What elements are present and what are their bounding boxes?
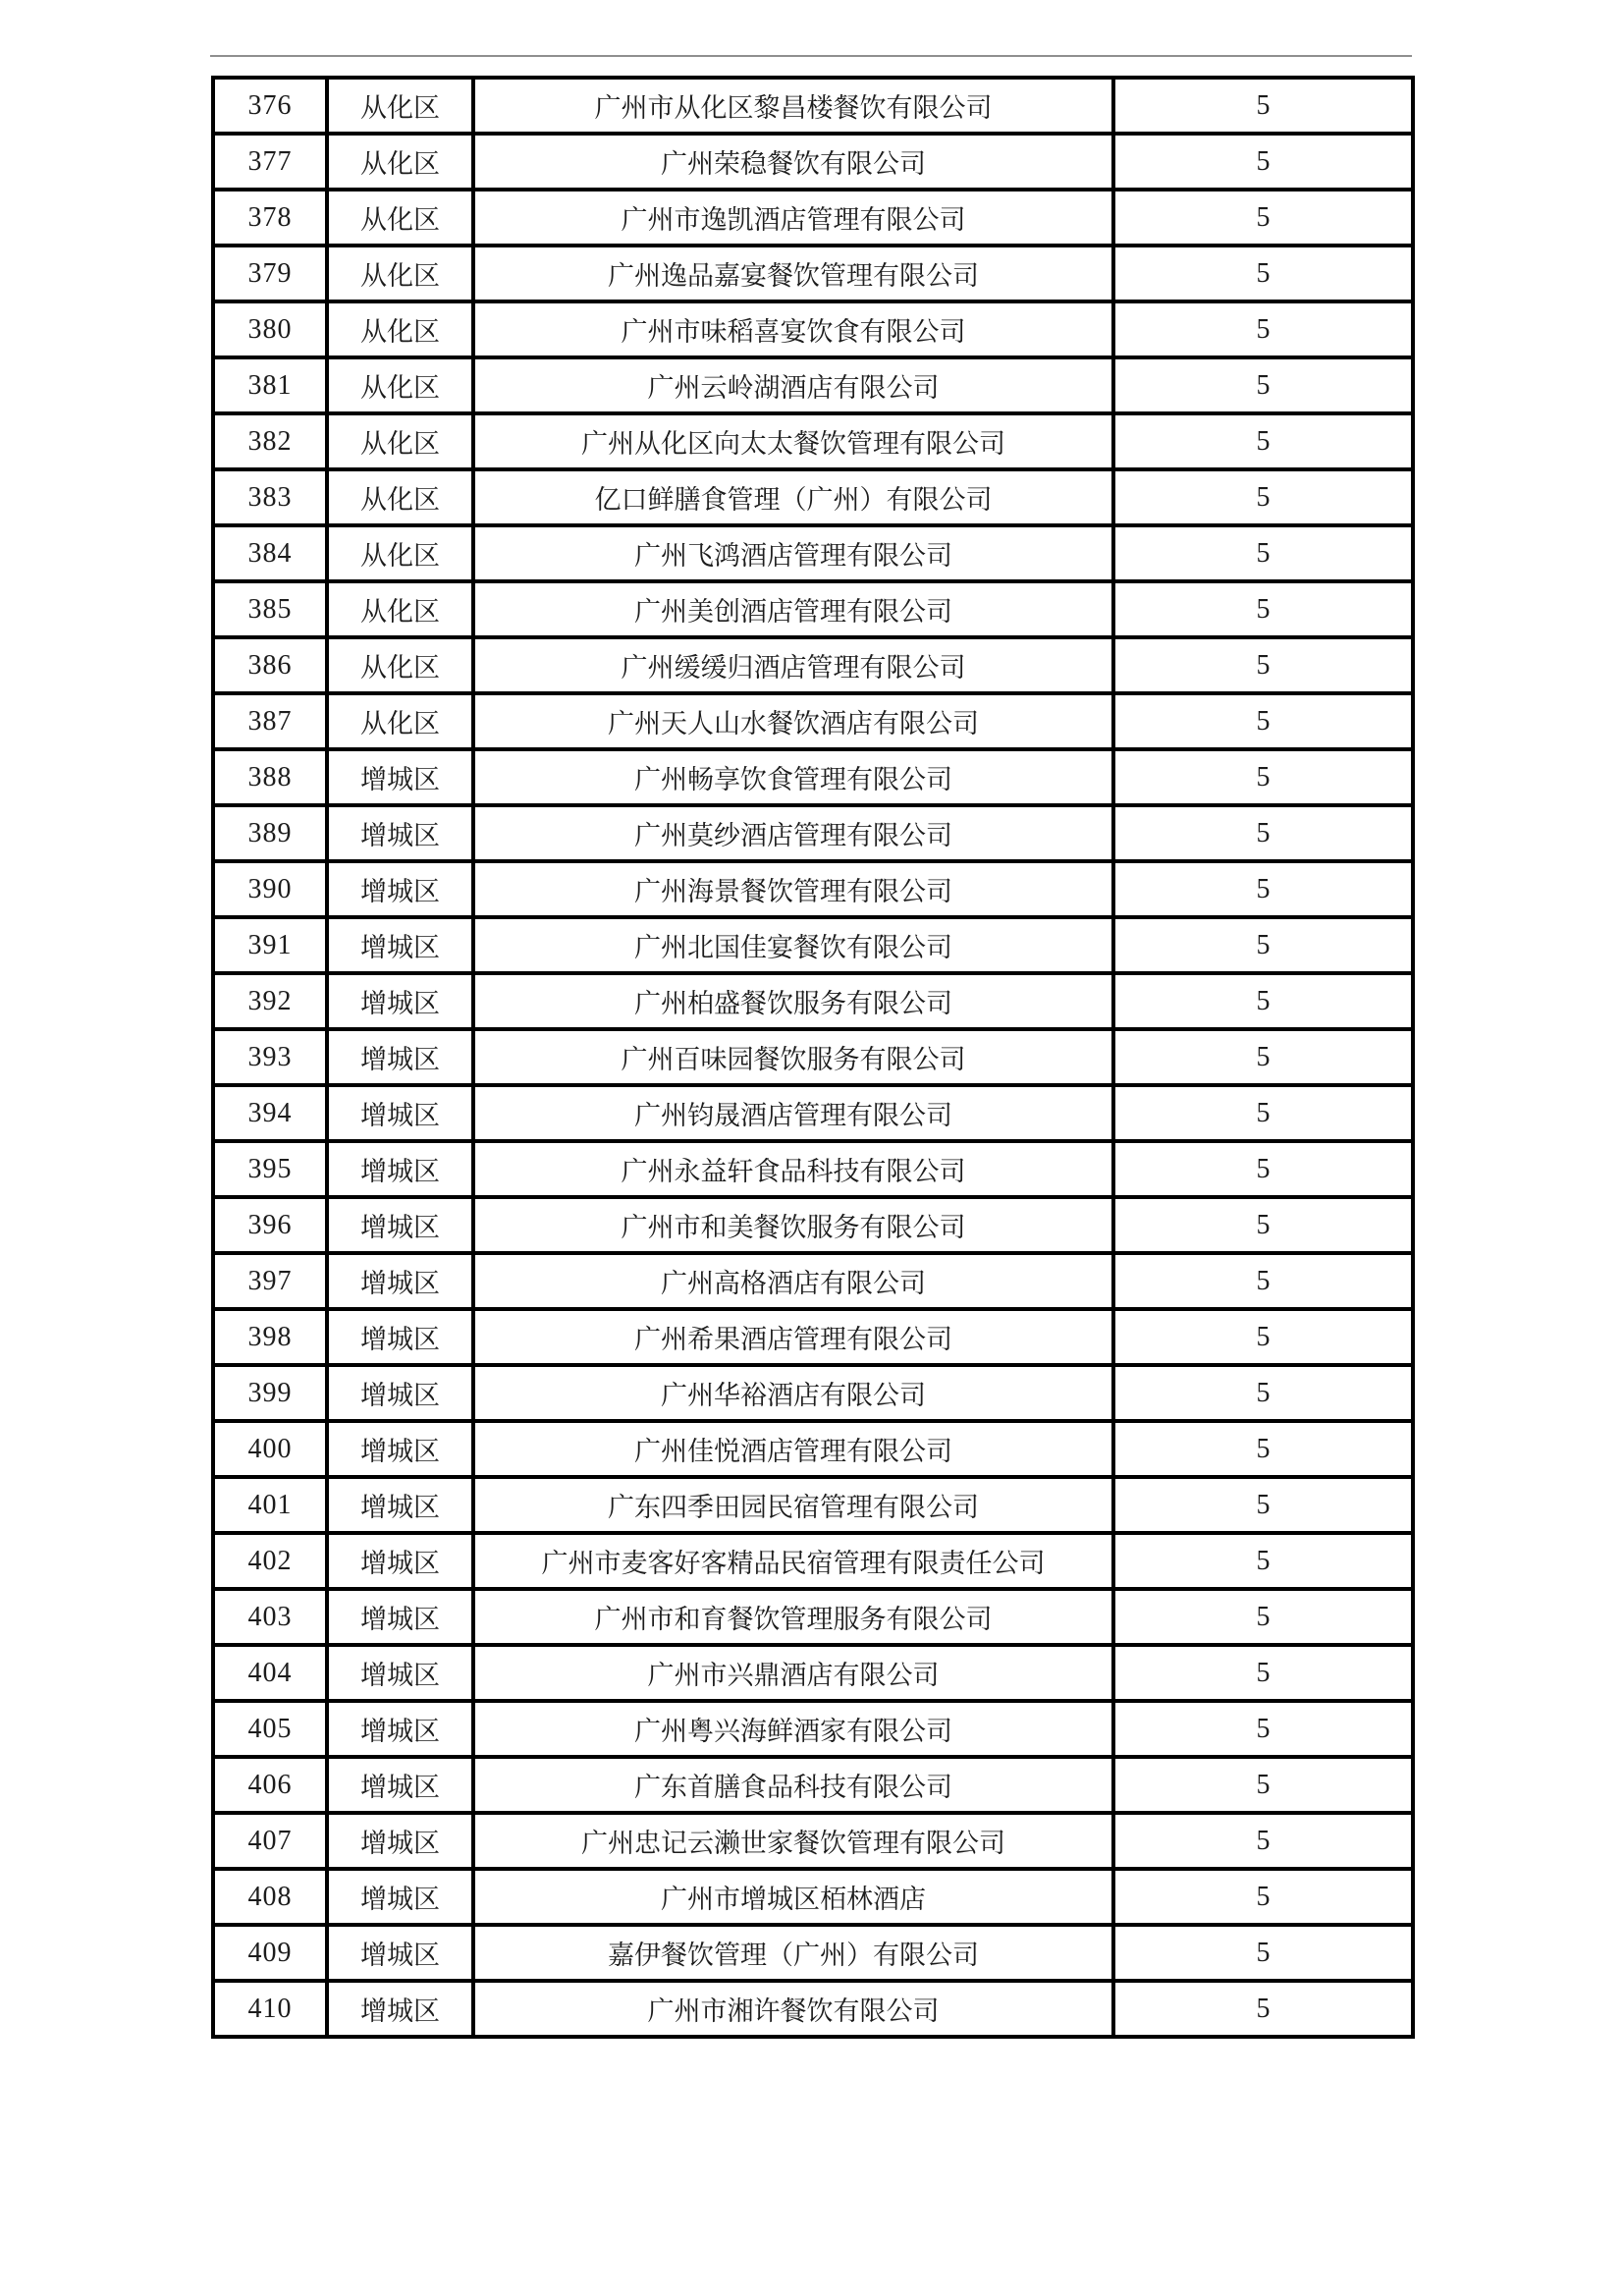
row-number-cell: 403 xyxy=(213,1589,327,1645)
company-score-table xyxy=(211,76,1415,2039)
district-cell: 增城区 xyxy=(327,1421,473,1477)
company-name-cell: 广州佳悦酒店管理有限公司 xyxy=(473,1421,1113,1477)
table-row xyxy=(213,1645,1413,1701)
row-number-cell: 399 xyxy=(213,1365,327,1421)
company-name-cell: 广州云岭湖酒店有限公司 xyxy=(473,357,1113,413)
row-number-cell: 385 xyxy=(213,581,327,637)
district-cell: 增城区 xyxy=(327,1925,473,1981)
table-row xyxy=(213,917,1413,973)
score-cell: 5 xyxy=(1113,190,1413,246)
district-cell: 从化区 xyxy=(327,78,473,134)
district-cell: 增城区 xyxy=(327,973,473,1029)
row-number-cell: 382 xyxy=(213,413,327,469)
score-cell: 5 xyxy=(1113,1141,1413,1197)
score-cell: 5 xyxy=(1113,973,1413,1029)
table-row xyxy=(213,1533,1413,1589)
top-rule-divider xyxy=(210,55,1412,57)
row-number-cell: 401 xyxy=(213,1477,327,1533)
table-row xyxy=(213,357,1413,413)
row-number-cell: 383 xyxy=(213,469,327,525)
row-number-cell: 406 xyxy=(213,1757,327,1813)
table-row xyxy=(213,693,1413,749)
company-name-cell: 广州高格酒店有限公司 xyxy=(473,1253,1113,1309)
score-cell: 5 xyxy=(1113,357,1413,413)
table-row xyxy=(213,469,1413,525)
district-cell: 增城区 xyxy=(327,917,473,973)
row-number-cell: 388 xyxy=(213,749,327,805)
score-cell: 5 xyxy=(1113,525,1413,581)
table-row xyxy=(213,78,1413,134)
score-cell: 5 xyxy=(1113,637,1413,693)
company-name-cell: 广州市湘许餐饮有限公司 xyxy=(473,1981,1113,2037)
score-cell: 5 xyxy=(1113,581,1413,637)
district-cell: 增城区 xyxy=(327,1309,473,1365)
district-cell: 增城区 xyxy=(327,1085,473,1141)
district-cell: 增城区 xyxy=(327,1869,473,1925)
score-cell: 5 xyxy=(1113,1253,1413,1309)
district-cell: 增城区 xyxy=(327,1253,473,1309)
row-number-cell: 402 xyxy=(213,1533,327,1589)
company-name-cell: 广州市味稻喜宴饮食有限公司 xyxy=(473,301,1113,357)
company-name-cell: 广州市和育餐饮管理服务有限公司 xyxy=(473,1589,1113,1645)
company-name-cell: 广州市增城区栢林酒店 xyxy=(473,1869,1113,1925)
row-number-cell: 407 xyxy=(213,1813,327,1869)
score-cell: 5 xyxy=(1113,749,1413,805)
company-name-cell: 广东四季田园民宿管理有限公司 xyxy=(473,1477,1113,1533)
score-cell: 5 xyxy=(1113,1309,1413,1365)
company-name-cell: 广州逸品嘉宴餐饮管理有限公司 xyxy=(473,246,1113,301)
district-cell: 从化区 xyxy=(327,581,473,637)
table-row xyxy=(213,749,1413,805)
district-cell: 从化区 xyxy=(327,190,473,246)
row-number-cell: 389 xyxy=(213,805,327,861)
district-cell: 增城区 xyxy=(327,1757,473,1813)
table-row xyxy=(213,1309,1413,1365)
score-cell: 5 xyxy=(1113,861,1413,917)
row-number-cell: 396 xyxy=(213,1197,327,1253)
district-cell: 增城区 xyxy=(327,1813,473,1869)
score-cell: 5 xyxy=(1113,805,1413,861)
score-cell: 5 xyxy=(1113,1477,1413,1533)
district-cell: 增城区 xyxy=(327,749,473,805)
row-number-cell: 384 xyxy=(213,525,327,581)
row-number-cell: 394 xyxy=(213,1085,327,1141)
company-name-cell: 广州市和美餐饮服务有限公司 xyxy=(473,1197,1113,1253)
row-number-cell: 397 xyxy=(213,1253,327,1309)
score-cell: 5 xyxy=(1113,1029,1413,1085)
district-cell: 从化区 xyxy=(327,637,473,693)
company-name-cell: 嘉伊餐饮管理（广州）有限公司 xyxy=(473,1925,1113,1981)
row-number-cell: 405 xyxy=(213,1701,327,1757)
district-cell: 增城区 xyxy=(327,1645,473,1701)
table-row xyxy=(213,1813,1413,1869)
row-number-cell: 377 xyxy=(213,134,327,190)
score-cell: 5 xyxy=(1113,1869,1413,1925)
company-name-cell: 广州柏盛餐饮服务有限公司 xyxy=(473,973,1113,1029)
score-cell: 5 xyxy=(1113,301,1413,357)
row-number-cell: 393 xyxy=(213,1029,327,1085)
row-number-cell: 379 xyxy=(213,246,327,301)
row-number-cell: 376 xyxy=(213,78,327,134)
table-row xyxy=(213,301,1413,357)
score-cell: 5 xyxy=(1113,413,1413,469)
score-cell: 5 xyxy=(1113,1085,1413,1141)
table-row xyxy=(213,973,1413,1029)
company-name-cell: 广州缓缓归酒店管理有限公司 xyxy=(473,637,1113,693)
score-cell: 5 xyxy=(1113,1197,1413,1253)
score-cell: 5 xyxy=(1113,1925,1413,1981)
score-cell: 5 xyxy=(1113,1757,1413,1813)
company-name-cell: 广州华裕酒店有限公司 xyxy=(473,1365,1113,1421)
table-row xyxy=(213,190,1413,246)
company-name-cell: 广州飞鸿酒店管理有限公司 xyxy=(473,525,1113,581)
district-cell: 增城区 xyxy=(327,1589,473,1645)
company-name-cell: 广州荣稳餐饮有限公司 xyxy=(473,134,1113,190)
table-row xyxy=(213,1757,1413,1813)
score-cell: 5 xyxy=(1113,1813,1413,1869)
table-row xyxy=(213,413,1413,469)
row-number-cell: 378 xyxy=(213,190,327,246)
company-name-cell: 广州天人山水餐饮酒店有限公司 xyxy=(473,693,1113,749)
company-name-cell: 广州北国佳宴餐饮有限公司 xyxy=(473,917,1113,973)
table-row xyxy=(213,1869,1413,1925)
district-cell: 增城区 xyxy=(327,1533,473,1589)
company-name-cell: 广州永益轩食品科技有限公司 xyxy=(473,1141,1113,1197)
company-name-cell: 广州粤兴海鲜酒家有限公司 xyxy=(473,1701,1113,1757)
row-number-cell: 380 xyxy=(213,301,327,357)
table-row xyxy=(213,134,1413,190)
company-name-cell: 广州钧晟酒店管理有限公司 xyxy=(473,1085,1113,1141)
row-number-cell: 390 xyxy=(213,861,327,917)
row-number-cell: 409 xyxy=(213,1925,327,1981)
company-name-cell: 广州希果酒店管理有限公司 xyxy=(473,1309,1113,1365)
district-cell: 增城区 xyxy=(327,1365,473,1421)
row-number-cell: 398 xyxy=(213,1309,327,1365)
company-name-cell: 广州莫纱酒店管理有限公司 xyxy=(473,805,1113,861)
district-cell: 从化区 xyxy=(327,301,473,357)
company-name-cell: 广州忠记云濑世家餐饮管理有限公司 xyxy=(473,1813,1113,1869)
row-number-cell: 400 xyxy=(213,1421,327,1477)
score-cell: 5 xyxy=(1113,1645,1413,1701)
table-row xyxy=(213,805,1413,861)
district-cell: 增城区 xyxy=(327,1701,473,1757)
score-cell: 5 xyxy=(1113,246,1413,301)
score-cell: 5 xyxy=(1113,1701,1413,1757)
company-name-cell: 广州市逸凯酒店管理有限公司 xyxy=(473,190,1113,246)
table-row xyxy=(213,637,1413,693)
company-name-cell: 广州从化区向太太餐饮管理有限公司 xyxy=(473,413,1113,469)
score-cell: 5 xyxy=(1113,1533,1413,1589)
table-row xyxy=(213,1701,1413,1757)
score-cell: 5 xyxy=(1113,693,1413,749)
district-cell: 增城区 xyxy=(327,1477,473,1533)
table-row xyxy=(213,1253,1413,1309)
row-number-cell: 408 xyxy=(213,1869,327,1925)
table-row xyxy=(213,1925,1413,1981)
company-name-cell: 广州百味园餐饮服务有限公司 xyxy=(473,1029,1113,1085)
company-name-cell: 广州市麦客好客精品民宿管理有限责任公司 xyxy=(473,1533,1113,1589)
score-cell: 5 xyxy=(1113,1365,1413,1421)
row-number-cell: 404 xyxy=(213,1645,327,1701)
row-number-cell: 381 xyxy=(213,357,327,413)
table-row xyxy=(213,1085,1413,1141)
company-name-cell: 广州美创酒店管理有限公司 xyxy=(473,581,1113,637)
row-number-cell: 391 xyxy=(213,917,327,973)
district-cell: 增城区 xyxy=(327,805,473,861)
district-cell: 增城区 xyxy=(327,1141,473,1197)
district-cell: 增城区 xyxy=(327,1197,473,1253)
table-row xyxy=(213,1029,1413,1085)
district-cell: 从化区 xyxy=(327,525,473,581)
row-number-cell: 386 xyxy=(213,637,327,693)
company-name-cell: 广东首膳食品科技有限公司 xyxy=(473,1757,1113,1813)
company-name-cell: 广州畅享饮食管理有限公司 xyxy=(473,749,1113,805)
table-row xyxy=(213,1197,1413,1253)
table-row xyxy=(213,1141,1413,1197)
company-name-cell: 广州市兴鼎酒店有限公司 xyxy=(473,1645,1113,1701)
table-row xyxy=(213,525,1413,581)
district-cell: 从化区 xyxy=(327,357,473,413)
table-row xyxy=(213,1421,1413,1477)
score-cell: 5 xyxy=(1113,1981,1413,2037)
district-cell: 从化区 xyxy=(327,413,473,469)
row-number-cell: 410 xyxy=(213,1981,327,2037)
district-cell: 增城区 xyxy=(327,1981,473,2037)
row-number-cell: 395 xyxy=(213,1141,327,1197)
district-cell: 从化区 xyxy=(327,134,473,190)
score-cell: 5 xyxy=(1113,1421,1413,1477)
company-name-cell: 广州市从化区黎昌楼餐饮有限公司 xyxy=(473,78,1113,134)
table-body xyxy=(213,78,1413,2037)
district-cell: 从化区 xyxy=(327,693,473,749)
score-cell: 5 xyxy=(1113,134,1413,190)
table-row xyxy=(213,1365,1413,1421)
row-number-cell: 387 xyxy=(213,693,327,749)
table-row xyxy=(213,861,1413,917)
table-row xyxy=(213,581,1413,637)
district-cell: 增城区 xyxy=(327,861,473,917)
score-cell: 5 xyxy=(1113,78,1413,134)
row-number-cell: 392 xyxy=(213,973,327,1029)
table-row xyxy=(213,1477,1413,1533)
table-row xyxy=(213,1981,1413,2037)
table-row xyxy=(213,1589,1413,1645)
district-cell: 从化区 xyxy=(327,246,473,301)
company-name-cell: 广州海景餐饮管理有限公司 xyxy=(473,861,1113,917)
company-name-cell: 亿口鲜膳食管理（广州）有限公司 xyxy=(473,469,1113,525)
score-cell: 5 xyxy=(1113,469,1413,525)
score-cell: 5 xyxy=(1113,917,1413,973)
district-cell: 从化区 xyxy=(327,469,473,525)
district-cell: 增城区 xyxy=(327,1029,473,1085)
table-row xyxy=(213,246,1413,301)
score-cell: 5 xyxy=(1113,1589,1413,1645)
